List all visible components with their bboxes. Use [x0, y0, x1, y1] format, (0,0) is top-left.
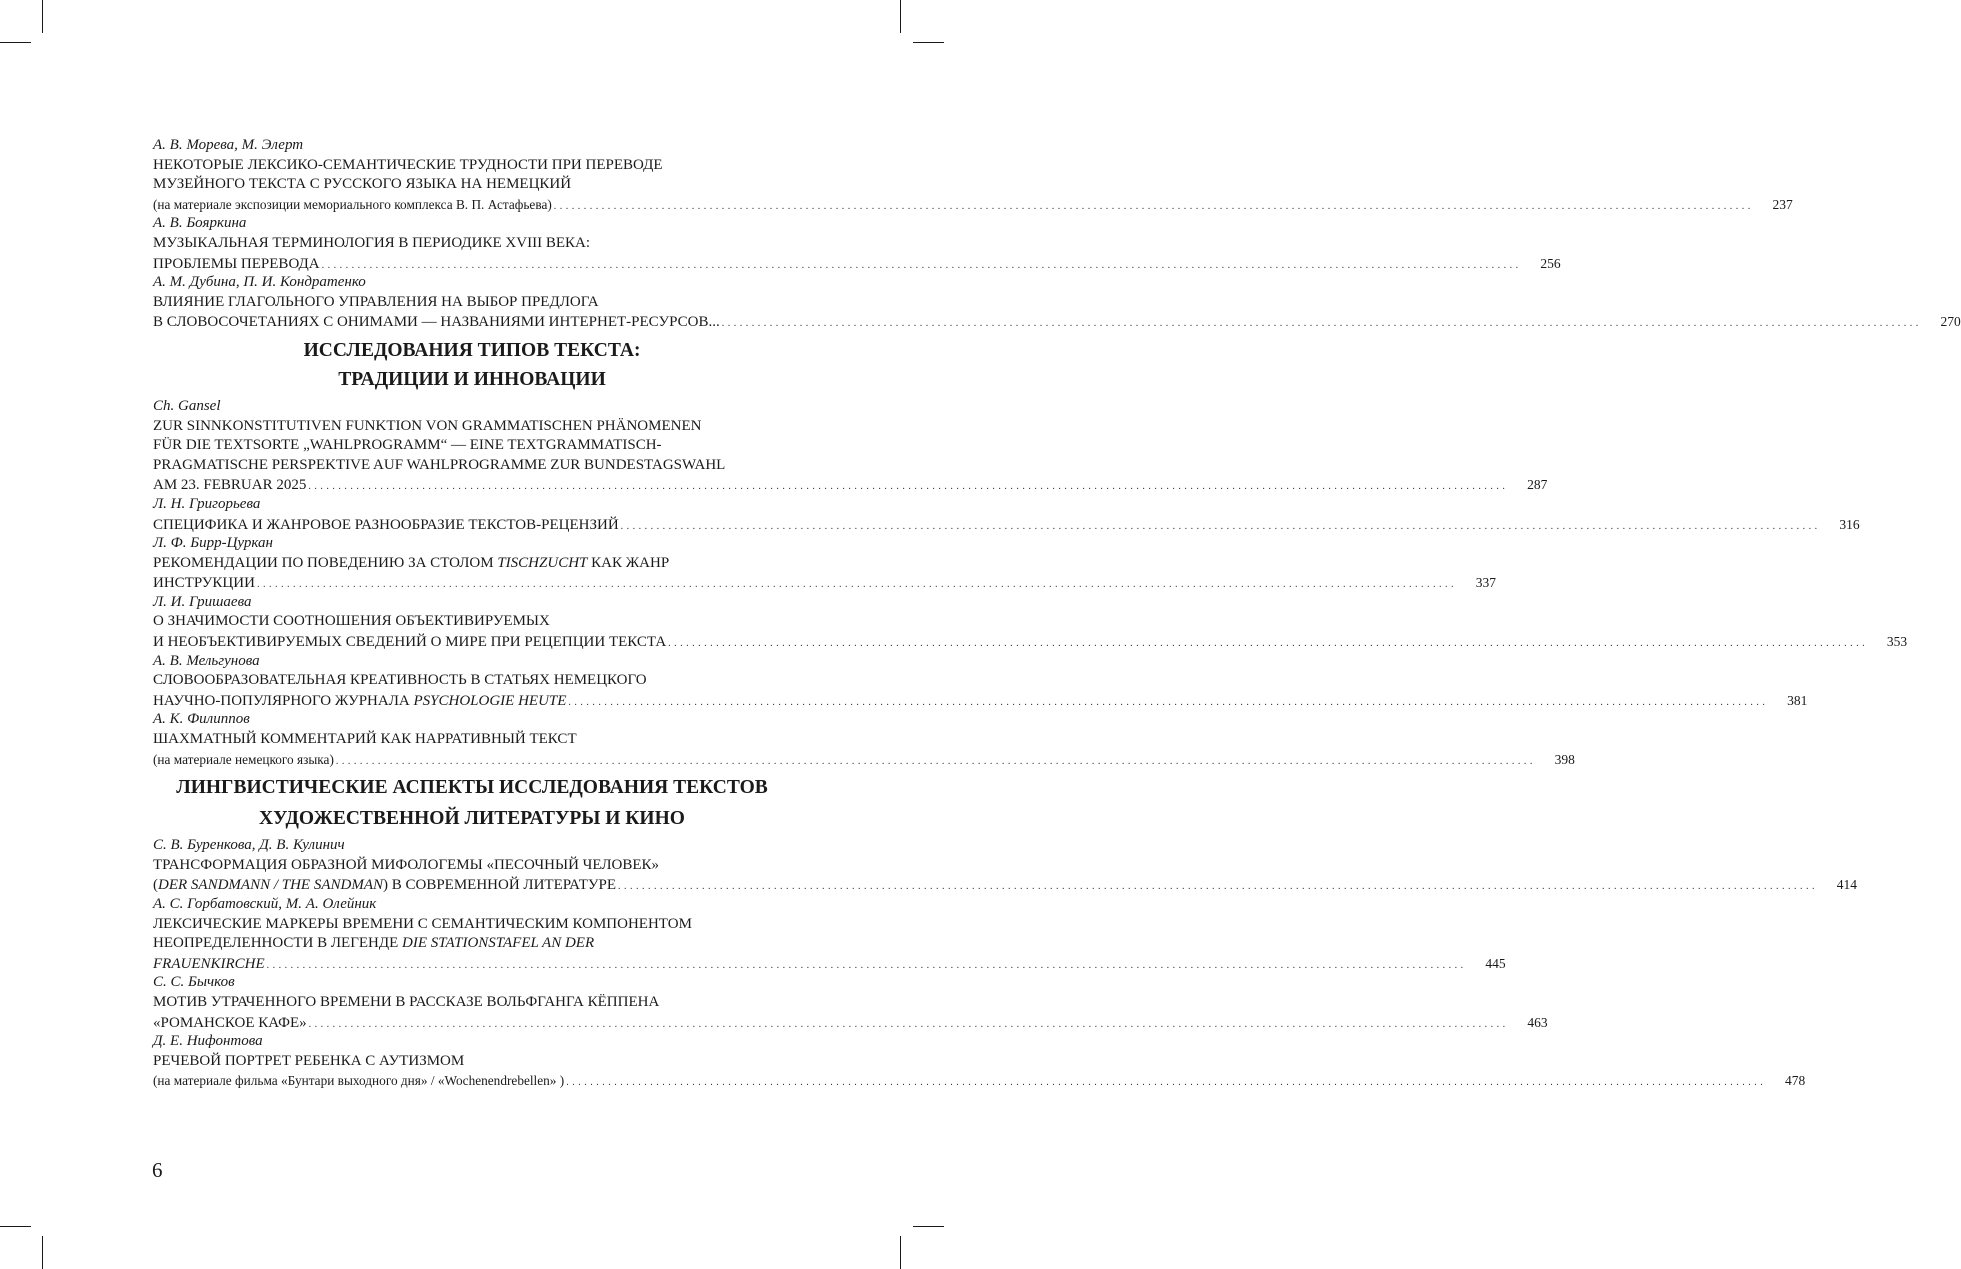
entry-page-number: 463	[1527, 1014, 1548, 1030]
toc-entry[interactable]	[153, 973, 1548, 1032]
entry-title-text: ЛЕКСИЧЕСКИЕ МАРКЕРЫ ВРЕМЕНИ С СЕМАНТИЧЕСКИМ КОМПОНЕНТОМ	[153, 915, 692, 932]
entry-author: Ch. Gansel	[153, 397, 221, 414]
dot-leader: . . . . . . . . . . . . . . . . . . . . . . . . . . . . . . . . . . . . . . . . . . . . . . . . . . . . . . . . . . . . . . . . . . . . . . . . . . . . . . . . . . . . . . . . . . . . . . . . . . . . . . . . . . . . . . . . . . . . . . . . . . . . . . . . . . . . . . . . . . . . . . . . . . . . . . . . . . . . . . . . . . . . . . . . . . . . . . . . . . . . . . . . . . . . . . . . . . . . . . . .	[553, 200, 1751, 212]
entry-author: Л. Н. Григорьева	[153, 495, 261, 512]
crop-mark	[0, 42, 31, 43]
table-of-contents	[153, 136, 1961, 1091]
entry-page-number: 414	[1836, 877, 1857, 893]
dot-leader: . . . . . . . . . . . . . . . . . . . . . . . . . . . . . . . . . . . . . . . . . . . . . . . . . . . . . . . . . . . . . . . . . . . . . . . . . . . . . . . . . . . . . . . . . . . . . . . . . . . . . . . . . . . . . . . . . . . . . . . . . . . . . . . . . . . . . . . . . . . . . . . . . . . . . . . . . . . . . . . . . . . . . . . . . . . . . . . . . . . . . . . . . . . . . . . . . . . . . . . .	[335, 755, 1533, 767]
entry-title-line	[153, 573, 1496, 593]
entry-author: Л. И. Гришаева	[153, 593, 252, 610]
entry-title-last	[153, 574, 255, 594]
dot-leader: . . . . . . . . . . . . . . . . . . . . . . . . . . . . . . . . . . . . . . . . . . . . . . . . . . . . . . . . . . . . . . . . . . . . . . . . . . . . . . . . . . . . . . . . . . . . . . . . . . . . . . . . . . . . . . . . . . . . . . . . . . . . . . . . . . . . . . . . . . . . . . . . . . . . . . . . . . . . . . . . . . . . . . . . . . . . . . . . . . . . . . . . . . . . . . . . . . . . . . . .	[266, 959, 1464, 971]
section-heading: ЛИНГВИСТИЧЕСКИЕ АСПЕКТЫ ИССЛЕДОВАНИЯ ТЕКСТОВ	[176, 777, 768, 799]
section-heading: ТРАДИЦИИ И ИННОВАЦИИ	[338, 369, 606, 391]
entry-title-line	[153, 632, 1908, 652]
entry-title-line	[153, 691, 1808, 711]
entry-title-line	[153, 915, 791, 935]
dot-leader: . . . . . . . . . . . . . . . . . . . . . . . . . . . . . . . . . . . . . . . . . . . . . . . . . . . . . . . . . . . . . . . . . . . . . . . . . . . . . . . . . . . . . . . . . . . . . . . . . . . . . . . . . . . . . . . . . . . . . . . . . . . . . . . . . . . . . . . . . . . . . . . . . . . . . . . . . . . . . . . . . . . . . . . . . . . . . . . . . . . . . . . . . . . . . . . . . . . . . . . .	[568, 696, 1766, 708]
entry-title-text: TISCHZUCHT	[497, 554, 588, 571]
entry-author: А. К. Филиппов	[153, 711, 250, 728]
dot-leader: . . . . . . . . . . . . . . . . . . . . . . . . . . . . . . . . . . . . . . . . . . . . . . . . . . . . . . . . . . . . . . . . . . . . . . . . . . . . . . . . . . . . . . . . . . . . . . . . . . . . . . . . . . . . . . . . . . . . . . . . . . . . . . . . . . . . . . . . . . . . . . . . . . . . . . . . . . . . . . . . . . . . . . . . . . . . . . . . . . . . . . . . . . . . . . . . . . . . . . . .	[256, 579, 1454, 591]
entry-title-last	[153, 516, 619, 536]
toc-entry[interactable]	[153, 652, 1808, 711]
dot-leader: . . . . . . . . . . . . . . . . . . . . . . . . . . . . . . . . . . . . . . . . . . . . . . . . . . . . . . . . . . . . . . . . . . . . . . . . . . . . . . . . . . . . . . . . . . . . . . . . . . . . . . . . . . . . . . . . . . . . . . . . . . . . . . . . . . . . . . . . . . . . . . . . . . . . . . . . . . . . . . . . . . . . . . . . . . . . . . . . . . . . . . . . . . . . . . . . . . . . . . . .	[668, 638, 1866, 650]
entry-title-text: PRAGMATISCHE PERSPEKTIVE AUF WAHLPROGRAMME ZUR BUNDESTAGSWAHL	[153, 456, 726, 473]
entry-title-line	[153, 612, 791, 632]
entry-author: А. В. Морева, М. Элерт	[153, 137, 304, 153]
crop-mark	[900, 1236, 901, 1269]
entry-title-line	[153, 875, 1857, 895]
entry-title-last	[153, 750, 334, 770]
entry-title-last	[153, 955, 265, 975]
entry-title-last	[153, 633, 666, 653]
entry-title-line	[153, 293, 791, 313]
entry-author: Д. Е. Нифонтова	[153, 1033, 263, 1050]
dot-leader: . . . . . . . . . . . . . . . . . . . . . . . . . . . . . . . . . . . . . . . . . . . . . . . . . . . . . . . . . . . . . . . . . . . . . . . . . . . . . . . . . . . . . . . . . . . . . . . . . . . . . . . . . . . . . . . . . . . . . . . . . . . . . . . . . . . . . . . . . . . . . . . . . . . . . . . . . . . . . . . . . . . . . . . . . . . . . . . . . . . . . . . . . . . . . . . . . . . . . . . .	[321, 259, 1519, 271]
entry-author: С. С. Бычков	[153, 974, 235, 991]
crop-mark	[900, 0, 901, 33]
entry-title-text: ИНСТРУКЦИИ	[153, 575, 255, 592]
toc-entry[interactable]	[153, 534, 1496, 593]
entry-author: А. В. Бояркина	[153, 215, 247, 232]
entry-page-number: 287	[1527, 477, 1548, 493]
entry-title-line	[153, 934, 791, 954]
entry-title-text: FRAUENKIRCHE	[153, 955, 265, 972]
entry-page-number: 478	[1784, 1073, 1806, 1089]
entry-page-number: 381	[1787, 692, 1808, 708]
entry-title-text: (	[153, 877, 158, 894]
entry-title-line	[153, 475, 1548, 495]
section-heading: ИССЛЕДОВАНИЯ ТИПОВ ТЕКСТА:	[303, 339, 641, 361]
entry-title-line	[153, 175, 791, 195]
toc-entry[interactable]	[153, 136, 1793, 214]
entry-title-line	[153, 195, 1793, 215]
entry-title-line	[153, 515, 1860, 535]
entry-page-number: 353	[1886, 634, 1908, 650]
entry-title-line	[153, 750, 1575, 770]
section-heading: ХУДОЖЕСТВЕННОЙ ЛИТЕРАТУРЫ И КИНО	[259, 807, 685, 829]
entry-title-text: ZUR SINNKONSTITUTIVEN FUNKTION VON GRAMMATISCHEN PHÄNOMENEN	[153, 417, 702, 434]
entry-page-number: 256	[1540, 255, 1561, 271]
entry-title-line	[153, 156, 791, 176]
entry-title-text: ПРОБЛЕМЫ ПЕРЕВОДА	[153, 255, 320, 272]
entry-title-line	[153, 1071, 1806, 1091]
entry-page-number: 445	[1485, 955, 1506, 971]
crop-mark	[913, 1226, 944, 1227]
entry-author: А. С. Горбатовский, М. А. Олейник	[153, 896, 377, 912]
entry-title-line	[153, 671, 791, 691]
entry-author: А. В. Мельгунова	[153, 652, 260, 669]
entry-title-last	[153, 255, 320, 275]
crop-mark	[42, 0, 43, 33]
entry-title-text: НАУЧНО-ПОПУЛЯРНОГО ЖУРНАЛА	[153, 692, 414, 709]
dot-leader: . . . . . . . . . . . . . . . . . . . . . . . . . . . . . . . . . . . . . . . . . . . . . . . . . . . . . . . . . . . . . . . . . . . . . . . . . . . . . . . . . . . . . . . . . . . . . . . . . . . . . . . . . . . . . . . . . . . . . . . . . . . . . . . . . . . . . . . . . . . . . . . . . . . . . . . . . . . . . . . . . . . . . . . . . . . . . . . . . . . . . . . . . . . . . . . . . . . . . . . .	[308, 481, 1506, 493]
entry-title-text: PSYCHOLOGIE HEUTE	[413, 692, 567, 709]
entry-title-line	[153, 856, 791, 876]
entry-title-text: AM 23. FEBRUAR 2025	[153, 477, 307, 494]
crop-mark	[913, 42, 944, 43]
entry-author: А. М. Дубина, П. И. Кондратенко	[153, 274, 366, 291]
entry-title-last	[153, 876, 616, 896]
entry-title-text: СПЕЦИФИКА И ЖАНРОВОЕ РАЗНООБРАЗИЕ ТЕКСТОВ-РЕЦЕНЗИЙ	[153, 516, 619, 533]
entry-title-last	[153, 313, 720, 333]
entry-title-line	[153, 436, 791, 456]
entry-title-text: (на материале немецкого языка)	[153, 751, 334, 767]
entry-title-text: В СЛОВОСОЧЕТАНИЯХ С ОНИМАМИ — НАЗВАНИЯМИ ИНТЕРНЕТ-РЕСУРСОВ...	[153, 314, 720, 331]
dot-leader: . . . . . . . . . . . . . . . . . . . . . . . . . . . . . . . . . . . . . . . . . . . . . . . . . . . . . . . . . . . . . . . . . . . . . . . . . . . . . . . . . . . . . . . . . . . . . . . . . . . . . . . . . . . . . . . . . . . . . . . . . . . . . . . . . . . . . . . . . . . . . . . . . . . . . . . . . . . . . . . . . . . . . . . . . . . . . . . . . . . . . . . . . . . . . . . . . . . . . . . .	[620, 520, 1818, 532]
toc-entry[interactable]	[153, 273, 1961, 332]
entry-title-line	[153, 954, 1506, 974]
entry-page-number: 337	[1475, 575, 1496, 591]
crop-mark	[0, 1226, 31, 1227]
entry-title-text: ) В СОВРЕМЕННОЙ ЛИТЕРАТУРЕ	[383, 877, 616, 894]
entry-title-line	[153, 234, 791, 254]
toc-entry[interactable]	[153, 397, 1548, 495]
entry-title-last	[153, 476, 306, 496]
toc-entry[interactable]	[153, 710, 1575, 769]
entry-title-line	[153, 1052, 791, 1072]
toc-entry[interactable]	[153, 895, 1506, 973]
entry-author: Л. Ф. Бирр-Цуркан	[153, 535, 273, 552]
crop-mark	[42, 1236, 43, 1269]
dot-leader: . . . . . . . . . . . . . . . . . . . . . . . . . . . . . . . . . . . . . . . . . . . . . . . . . . . . . . . . . . . . . . . . . . . . . . . . . . . . . . . . . . . . . . . . . . . . . . . . . . . . . . . . . . . . . . . . . . . . . . . . . . . . . . . . . . . . . . . . . . . . . . . . . . . . . . . . . . . . . . . . . . . . . . . . . . . . . . . . . . . . . . . . . . . . . . . . . . . . . . . .	[721, 318, 1919, 330]
entry-title-line	[153, 1013, 1548, 1033]
entry-page-number: 237	[1772, 196, 1793, 212]
entry-title-line	[153, 456, 791, 476]
entry-page-number: 398	[1554, 751, 1575, 767]
entry-title-text: FÜR DIE TEXTSORTE „WAHLPROGRAMM“ — EINE TEXTGRAMMATISCH-	[153, 437, 662, 454]
page-number: 6	[152, 1158, 163, 1182]
entry-title-line	[153, 417, 791, 437]
entry-title-text: И НЕОБЪЕКТИВИРУЕМЫХ СВЕДЕНИЙ О МИРЕ ПРИ РЕЦЕПЦИИ ТЕКСТА	[153, 634, 667, 651]
entry-title-text: «РОМАНСКОЕ КАФЕ»	[153, 1014, 307, 1031]
entry-title-text: ШАХМАТНЫЙ КОММЕНТАРИЙ КАК НАРРАТИВНЫЙ ТЕКСТ	[153, 731, 577, 748]
entry-page-number: 270	[1940, 314, 1961, 330]
entry-title-text: МУЗЫКАЛЬНАЯ ТЕРМИНОЛОГИЯ В ПЕРИОДИКЕ XVIII ВЕКА:	[153, 234, 590, 251]
entry-title-text: РЕКОМЕНДАЦИИ ПО ПОВЕДЕНИЮ ЗА СТОЛОМ	[153, 554, 498, 571]
entry-title-text: ВЛИЯНИЕ ГЛАГОЛЬНОГО УПРАВЛЕНИЯ НА ВЫБОР ПРЕДЛОГА	[153, 293, 599, 310]
toc-entry[interactable]	[153, 593, 1908, 652]
entry-title-line	[153, 312, 1961, 332]
toc-entry[interactable]	[153, 495, 1860, 534]
entry-title-text: (на материале экспозиции мемориального комплекса В. П. Астафьева)	[153, 196, 552, 212]
entry-title-text: НЕКОТОРЫЕ ЛЕКСИКО-СЕМАНТИЧЕСКИЕ ТРУДНОСТИ ПРИ ПЕРЕВОДЕ	[153, 156, 663, 173]
entry-title-last	[153, 1071, 564, 1091]
toc-entry[interactable]	[153, 214, 1561, 273]
entry-title-text: DER SANDMANN / THE SANDMAN	[158, 877, 383, 894]
toc-entry[interactable]	[153, 836, 1857, 895]
entry-author: С. В. Буренкова, Д. В. Кулинич	[153, 837, 345, 854]
entry-title-last	[153, 195, 552, 215]
entry-title-last	[153, 692, 566, 712]
entry-title-text: КАК ЖАНР	[587, 554, 670, 571]
entry-title-text: DIE STATIONSTAFEL AN DER	[402, 935, 595, 952]
entry-title-text: О ЗНАЧИМОСТИ СООТНОШЕНИЯ ОБЪЕКТИВИРУЕМЫХ	[153, 613, 550, 630]
entry-title-text: МОТИВ УТРАЧЕННОГО ВРЕМЕНИ В РАССКАЗЕ ВОЛЬФГАНГА КЁППЕНА	[153, 993, 660, 1010]
dot-leader: . . . . . . . . . . . . . . . . . . . . . . . . . . . . . . . . . . . . . . . . . . . . . . . . . . . . . . . . . . . . . . . . . . . . . . . . . . . . . . . . . . . . . . . . . . . . . . . . . . . . . . . . . . . . . . . . . . . . . . . . . . . . . . . . . . . . . . . . . . . . . . . . . . . . . . . . . . . . . . . . . . . . . . . . . . . . . . . . . . . . . . . . . . . . . . . . . . . . . . . .	[566, 1077, 1764, 1089]
entry-title-line	[153, 554, 791, 574]
entry-title-text: ТРАНСФОРМАЦИЯ ОБРАЗНОЙ МИФОЛОГЕМЫ «ПЕСОЧНЫЙ ЧЕЛОВЕК»	[153, 856, 660, 873]
entry-title-last	[153, 1014, 307, 1034]
dot-leader: . . . . . . . . . . . . . . . . . . . . . . . . . . . . . . . . . . . . . . . . . . . . . . . . . . . . . . . . . . . . . . . . . . . . . . . . . . . . . . . . . . . . . . . . . . . . . . . . . . . . . . . . . . . . . . . . . . . . . . . . . . . . . . . . . . . . . . . . . . . . . . . . . . . . . . . . . . . . . . . . . . . . . . . . . . . . . . . . . . . . . . . . . . . . . . . . . . . . . . . .	[617, 881, 1815, 893]
entry-title-text: МУЗЕЙНОГО ТЕКСТА С РУССКОГО ЯЗЫКА НА НЕМЕЦКИЙ	[153, 176, 572, 193]
entry-page-number: 316	[1839, 516, 1860, 532]
entry-title-text: НЕОПРЕДЕЛЕННОСТИ В ЛЕГЕНДЕ	[153, 935, 403, 952]
toc-entry[interactable]	[153, 1032, 1806, 1091]
entry-title-text: РЕЧЕВОЙ ПОРТРЕТ РЕБЕНКА С АУТИЗМОМ	[153, 1052, 465, 1069]
entry-title-line	[153, 254, 1561, 274]
entry-title-line	[153, 993, 791, 1013]
entry-title-text: (на материале фильма «Бунтари выходного дня» / «Wochenendrebellen» )	[153, 1073, 565, 1089]
entry-title-text: СЛОВООБРАЗОВАТЕЛЬНАЯ КРЕАТИВНОСТЬ В СТАТЬЯХ НЕМЕЦКОГО	[153, 672, 647, 689]
dot-leader: . . . . . . . . . . . . . . . . . . . . . . . . . . . . . . . . . . . . . . . . . . . . . . . . . . . . . . . . . . . . . . . . . . . . . . . . . . . . . . . . . . . . . . . . . . . . . . . . . . . . . . . . . . . . . . . . . . . . . . . . . . . . . . . . . . . . . . . . . . . . . . . . . . . . . . . . . . . . . . . . . . . . . . . . . . . . . . . . . . . . . . . . . . . . . . . . . . . . . . . .	[308, 1018, 1506, 1030]
entry-title-line	[153, 730, 791, 750]
